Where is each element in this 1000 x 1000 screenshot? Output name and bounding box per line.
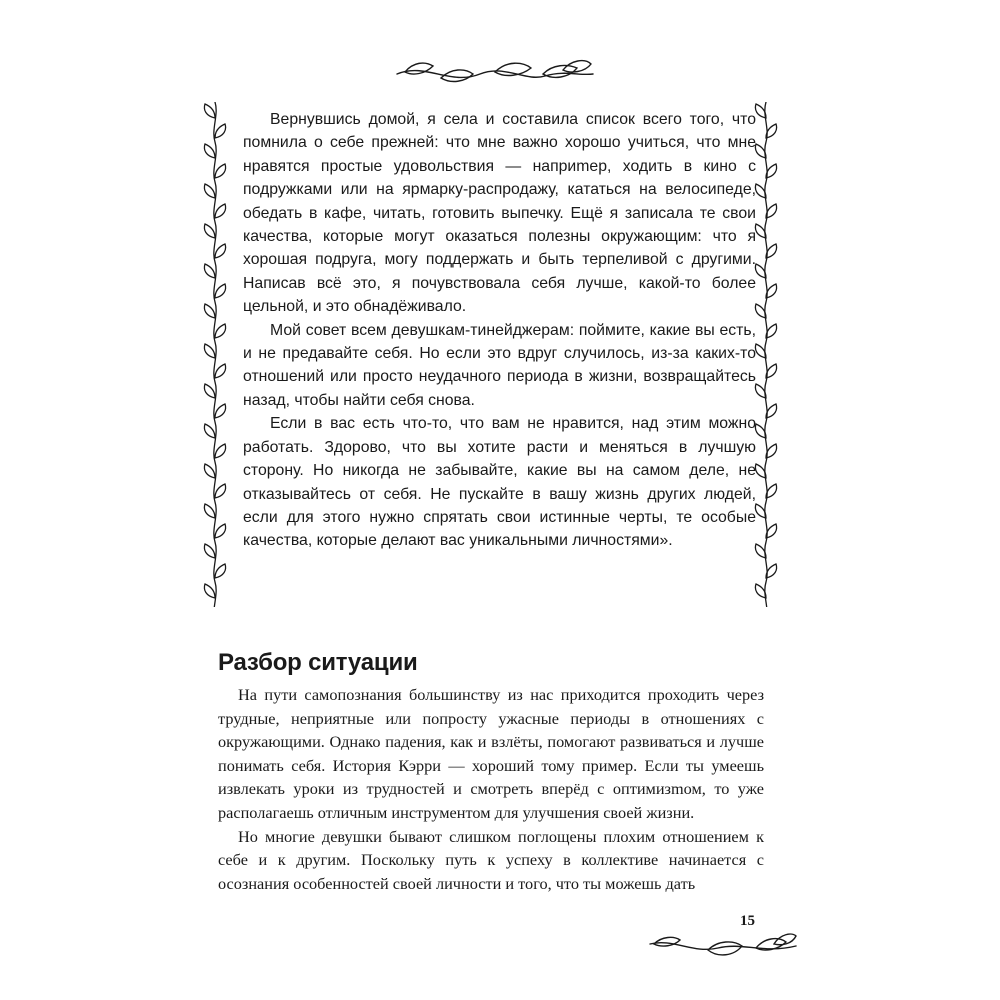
section-heading: Разбор ситуации [218,649,418,676]
left-leaf-border-icon [200,102,230,607]
page-number: 15 [740,913,755,929]
quote-paragraph: Вернувшись домой, я села и составила список всего того, что помнила о себе прежней: что мне важно хорошо учиться, что мне нравятся простые удовольствия — наприmер, ходить в кино с подружками или на ярмарку-распродажу, кататься на велосипеде, обедать в кафе, читать, готовить выпечку. Ещё я записала те свои качества, которые могут оказаться полезны окружающим: что я хорошая подруга, могу поддержать и быть терпеливой с другими. Написав всё это, я почувствовала себя лучше, какой-то более цельной, и это обнадёживало. [243,111,756,316]
quote-paragraph: Мой совет всем девушкам-тинейджерам: поймите, какие вы есть, и не предавайте себя. Но если это вдруг случилось, из-за каких-то отношений или просто неудачного периода в жизни, возвращайтесь назад, чтобы найти себя снова. [243,321,756,409]
body-paragraph: Но многие девушки бывают слишком поглощены плохим отношением к себе и к другим. Поскольку путь к успеху в коллективе начинается с осознания особенностей своей личности и того, что ты можешь дать [218,826,764,893]
body-paragraph: На пути самопознания большинству из нас приходится проходить через трудные, неприятные или попросту ужасные периоды в отношениях с окружающими. Однако падения, как и взлёты, помогают развиваться и лучше понимать себя. История Кэрри — хороший тому пример. Если ты умеешь извлекать уроки из трудностей и смотреть вперёд с оптимизmом, то уже располагаешь отличным инструментом для улучшения своей жизни. [218,685,764,822]
quote-paragraph: Если в вас есть что-то, что вам не нравится, над этим можно работать. Здорово, что вы хотите расти и меняться в лучшую сторону. Но никогда не забывайте, какие вы на самом деле, не отказывайтесь от себя. Не пускайте в вашу жизнь других людей, если для этого нужно спрятать свои истинные черты, те особые качества, которые делают вас уникальными личностями». [243,415,756,550]
top-leaf-ornament-icon [395,52,595,92]
bottom-leaf-ornament-icon [648,924,798,964]
quote-block [243,108,756,553]
section-body [218,683,764,895]
